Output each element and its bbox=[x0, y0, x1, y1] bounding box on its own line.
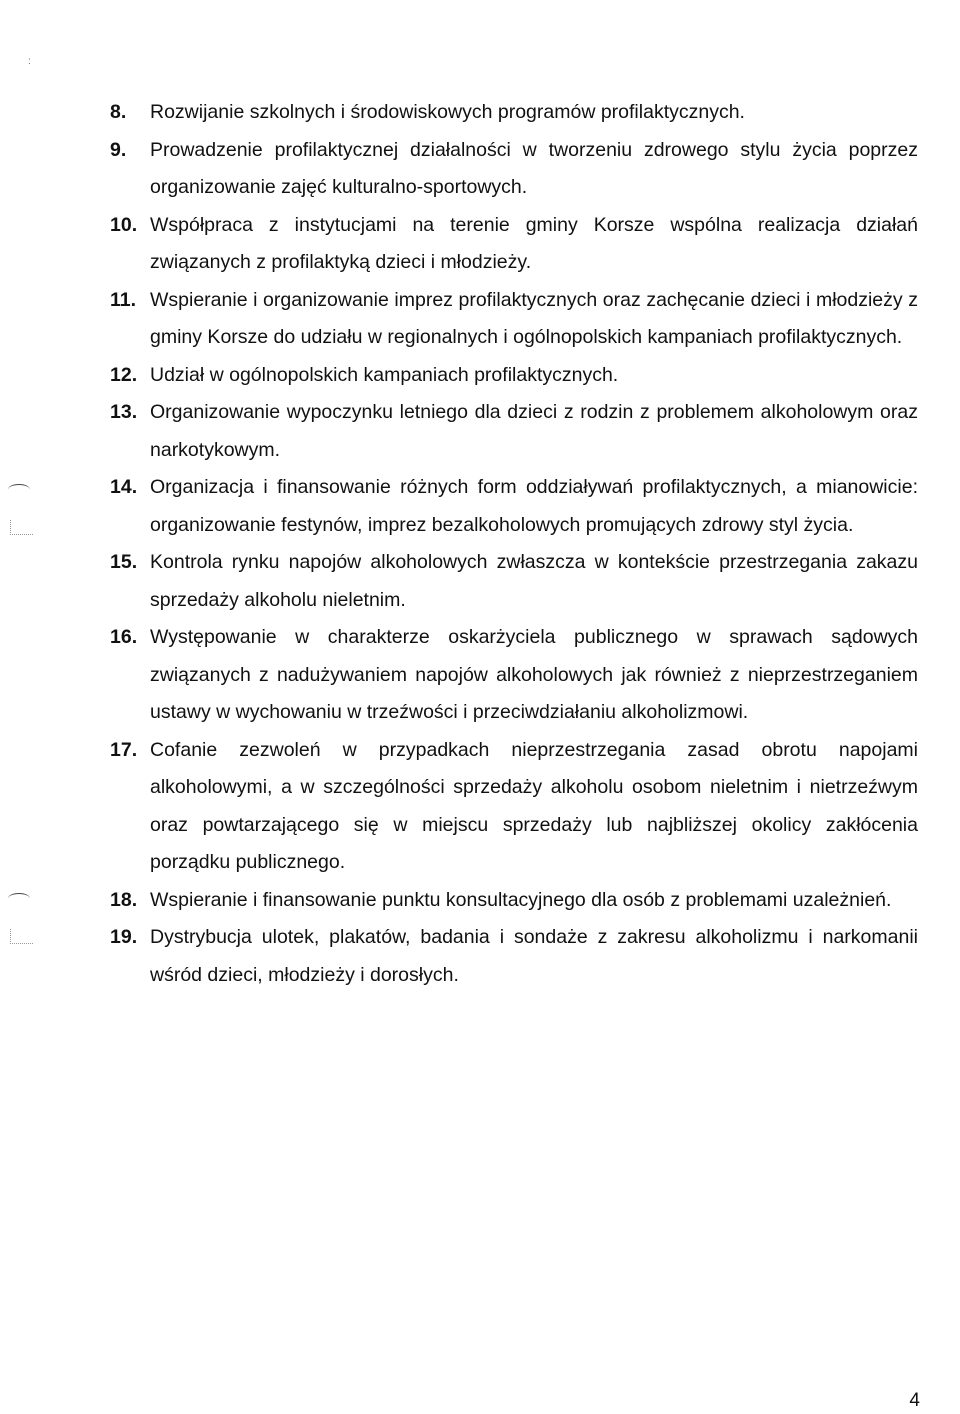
item-number: 10. bbox=[110, 213, 138, 236]
item-text: Rozwijanie szkolnych i środowiskowych programów profilaktycznych. bbox=[150, 101, 745, 123]
item-text: Cofanie zezwoleń w przypadkach nieprzestrzegania zasad obrotu napojami alkoholowymi, a w szczególności sprzedaży alkoholu osobom nieletnim i nietrzeźwym oraz powtarzającego się w miejscu sprzedaży lub najbliższej okolicy zakłócenia porządku publicznego. bbox=[150, 738, 918, 873]
item-text: Organizowanie wypoczynku letniego dla dzieci z rodzin z problemem alkoholowym oraz narkotykowym. bbox=[150, 401, 918, 461]
item-text: Dystrybucja ulotek, plakatów, badania i sondaże z zakresu alkoholizmu i narkomanii wśród dzieci, młodzieży i dorosłych. bbox=[150, 926, 918, 986]
item-number: 11. bbox=[110, 288, 137, 311]
item-text: Kontrola rynku napojów alkoholowych zwłaszcza w kontekście przestrzegania zakazu sprzedaży alkoholu nieletnim. bbox=[150, 551, 918, 611]
item-number: 9. bbox=[110, 138, 127, 161]
item-text: Udział w ogólnopolskich kampaniach profilaktycznych. bbox=[150, 363, 619, 386]
list-item bbox=[110, 282, 918, 357]
item-number: 14. bbox=[110, 476, 138, 498]
list-item bbox=[110, 619, 918, 732]
item-number: 18. bbox=[110, 888, 138, 911]
numbered-list bbox=[110, 94, 918, 994]
scan-artifact bbox=[10, 929, 33, 944]
item-number: 19. bbox=[110, 926, 138, 948]
list-item bbox=[110, 919, 918, 994]
scan-artifact bbox=[8, 893, 30, 904]
item-number: 12. bbox=[110, 363, 138, 386]
item-number: 13. bbox=[110, 401, 138, 423]
item-text: Organizacja i finansowanie różnych form oddziaływań profilaktycznych, a mianowicie: organizowanie festynów, imprez bezalkoholowych promujących zdrowy styl życia. bbox=[150, 476, 918, 536]
page-number: 4 bbox=[909, 1390, 920, 1411]
list-item bbox=[110, 732, 918, 882]
item-text: Prowadzenie profilaktycznej działalności w tworzeniu zdrowego stylu życia poprzez organizowanie zajęć kulturalno-sportowych. bbox=[150, 138, 918, 198]
list-item bbox=[110, 882, 918, 920]
item-text: Współpraca z instytucjami na terenie gminy Korsze wspólna realizacja działań związanych z profilaktyką dzieci i młodzieży. bbox=[150, 213, 918, 273]
item-number: 15. bbox=[110, 551, 138, 573]
item-text: Wspieranie i finansowanie punktu konsultacyjnego dla osób z problemami uzależnień. bbox=[150, 888, 892, 911]
list-item bbox=[110, 357, 918, 395]
item-text: Występowanie w charakterze oskarżyciela publicznego w sprawach sądowych związanych z nadużywaniem napojów alkoholowych jak również z nieprzestrzeganiem ustawy w wychowaniu w trzeźwości i przeciwdziałaniu alkoholizmowi. bbox=[150, 626, 918, 723]
item-number: 17. bbox=[110, 738, 138, 761]
list-item bbox=[110, 132, 918, 207]
item-number: 16. bbox=[110, 626, 138, 648]
list-item bbox=[110, 469, 918, 544]
list-item bbox=[110, 94, 918, 132]
list-item bbox=[110, 544, 918, 619]
scan-artifact bbox=[10, 520, 33, 535]
list-item bbox=[110, 207, 918, 282]
scan-artifact bbox=[8, 484, 30, 495]
list-item bbox=[110, 394, 918, 469]
item-number: 8. bbox=[110, 101, 127, 123]
item-text: Wspieranie i organizowanie imprez profilaktycznych oraz zachęcanie dzieci i młodzieży z gminy Korsze do udziału w regionalnych i ogólnopolskich kampaniach profilaktycznych. bbox=[150, 288, 918, 348]
scan-artifact: : bbox=[28, 56, 31, 67]
